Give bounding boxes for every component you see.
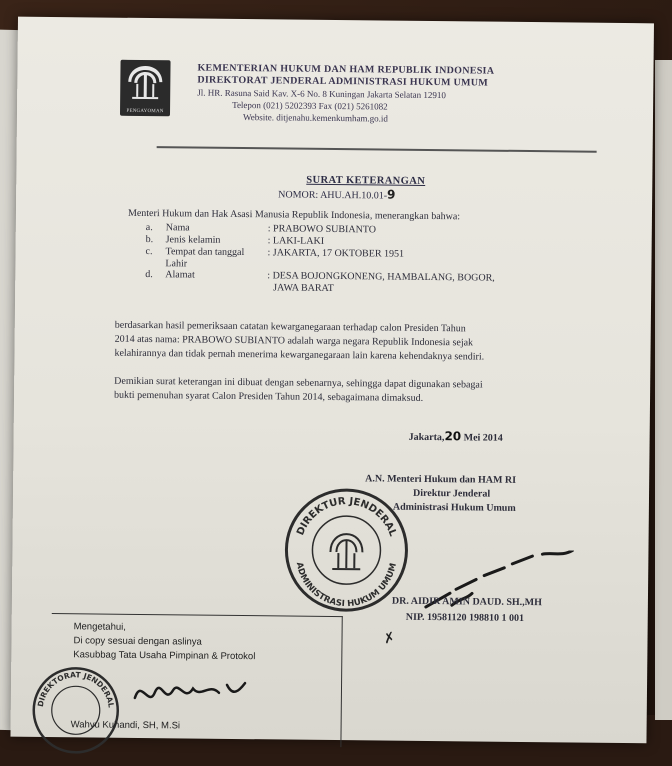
stamp-bottom-text: ADMINISTRASI HUKUM UMUM [293, 561, 399, 610]
field-key-d: d. [145, 268, 153, 282]
ministry-name: KEMENTERIAN HUKUM DAN HAM REPUBLIK INDONESIA [197, 63, 597, 78]
letter-title: SURAT KETERANGAN [306, 175, 425, 187]
phone-fax: Telepon (021) 5202393 Fax (021) 5261082 [232, 100, 632, 114]
date-rest: Mei 2014 [464, 432, 503, 443]
field-label-gender: Jenis kelamin [166, 233, 221, 248]
header-divider [157, 146, 597, 152]
cert-line-1: Mengetahui, [74, 621, 126, 633]
body-line-1: berdasarkan hasil pemeriksaan catatan kewarganegaraan terhadap calon Presiden Tahun [115, 319, 466, 337]
body-line-3: kelahirannya dan tidak pernah menerima kewarganegaraan lain karena kehendaknya sendiri. [114, 347, 484, 365]
letter-number-prefix: NOMOR: AHU.AH.10.01- [278, 189, 387, 201]
cert-signer-name: Wahyu Kuhandi, SH, M.Si [71, 719, 181, 731]
cert-line-3: Kasubbag Tata Usaha Pimpinan & Protokol [73, 649, 255, 662]
stamp-top-text: DIREKTUR JENDERAL [295, 495, 399, 538]
ministry-logo-icon [120, 60, 171, 117]
letter-intro: Menteri Hukum dan Hak Asasi Manusia Republik Indonesia, menerangkan bahwa: [128, 207, 460, 224]
field-label-birth: Tempat dan tanggal [165, 245, 244, 260]
letter-number [278, 186, 395, 201]
field-value-name: : PRABOWO SUBIANTO [268, 222, 376, 237]
field-value-address-2: JAWA BARAT [273, 281, 334, 296]
date-place: Jakarta, [409, 432, 445, 443]
stamp-emblem-icon [330, 534, 362, 569]
svg-text:DIREKTORAT JENDERAL [36, 670, 116, 709]
letter-paper [10, 17, 654, 744]
address: Jl. HR. Rasuna Said Kav. X-6 No. 8 Kuningan Jakarta Selatan 12910 [197, 88, 597, 102]
field-label-name: Nama [166, 221, 190, 235]
field-value-gender: : LAKI-LAKI [268, 234, 325, 249]
certification-stamp [30, 665, 121, 756]
field-key-b: b. [146, 233, 154, 247]
field-key-c: c. [145, 245, 152, 259]
signatory-line-3: Administrasi Hukum Umum [393, 501, 516, 516]
closing-line-1: Demikian surat keterangan ini dibuat dengan sebenarnya, sehingga dapat digunakan sebagai [114, 375, 483, 393]
directorate-name: DIREKTORAT JENDERAL ADMINISTRASI HUKUM UMUM [197, 75, 597, 90]
signatory-line-1: A.N. Menteri Hukum dan HAM RI [365, 472, 516, 488]
cert-line-2: Di copy sesuai dengan aslinya [73, 635, 201, 647]
logo-caption: PENGAYOMAN [120, 109, 170, 115]
signatory-nip: NIP. 19581120 198810 1 001 [406, 611, 524, 626]
letter-number-handwritten: 9 [387, 188, 396, 202]
field-label-birth-2: Lahir [165, 257, 187, 271]
body-line-2: 2014 atas nama: PRABOWO SUBIANTO adalah warga negara Republik Indonesia sejak [115, 333, 474, 351]
closing-line-2: bukti pemenuhan syarat Calon Presiden Tahun 2014, sebagaimana dimaksud. [114, 389, 423, 406]
letter-date [409, 429, 503, 446]
adjacent-paper-right [655, 60, 672, 720]
director-signature [422, 549, 593, 621]
small-stamp-text: DIREKTORAT JENDERAL [36, 670, 116, 709]
signatory-line-2: Direktur Jenderal [413, 487, 490, 502]
field-key-a: a. [146, 221, 153, 235]
field-value-address: : DESA BOJONGKONENG, HAMBALANG, BOGOR, [267, 269, 495, 285]
field-value-birth: : JAKARTA, 17 OKTOBER 1951 [267, 246, 404, 261]
website: Website. ditjenahu.kemenkumham.go.id [243, 112, 643, 126]
field-label-address: Alamat [165, 268, 195, 282]
date-day-handwritten: 20 [444, 429, 461, 443]
pen-mark: ✗ [382, 629, 397, 647]
signatory-name: DR. AIDIR AMIN DAUD. SH.,MH [392, 595, 542, 611]
